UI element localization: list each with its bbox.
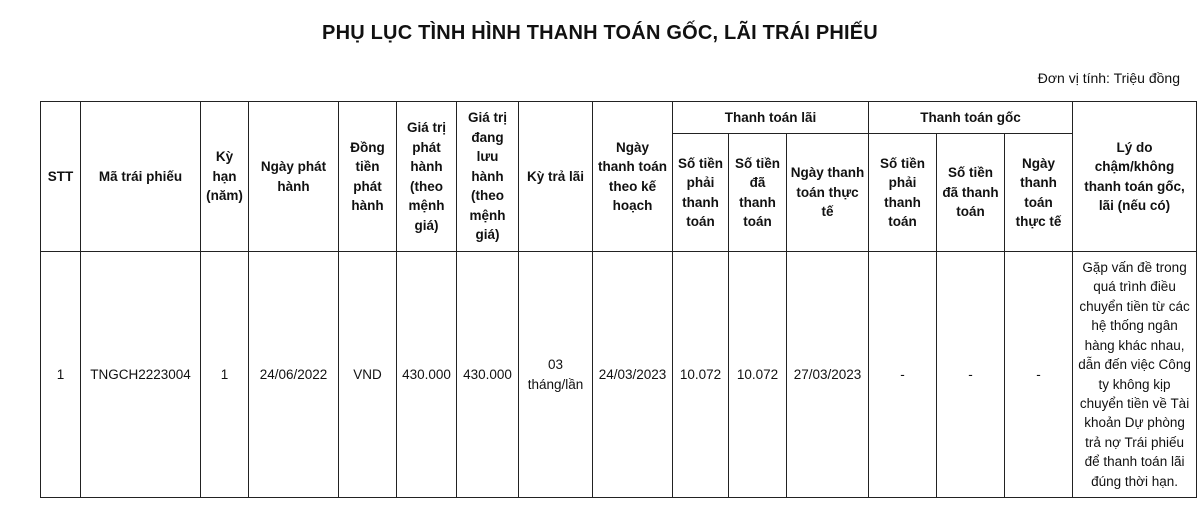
cell-interest-paid: 10.072 [729, 252, 787, 498]
header-interest-group: Thanh toán lãi [673, 102, 869, 134]
page-title: PHỤ LỤC TÌNH HÌNH THANH TOÁN GỐC, LÃI TRÁI PHIẾU [322, 22, 878, 44]
cell-interest-actual-date: 27/03/2023 [787, 252, 869, 498]
header-reason: Lý do chậm/không thanh toán gốc, lãi (nếu có) [1073, 102, 1197, 252]
cell-planned-date: 24/03/2023 [593, 252, 673, 498]
cell-term: 1 [201, 252, 249, 498]
header-interest-actual-date: Ngày thanh toán thực tế [787, 134, 869, 252]
header-interest-amount-due: Số tiền phải thanh toán [673, 134, 729, 252]
bond-payment-table [40, 101, 1197, 498]
cell-principal-paid: - [937, 252, 1005, 498]
header-interest-period: Kỳ trả lãi [519, 102, 593, 252]
table-row [41, 252, 1197, 498]
cell-principal-actual-date: - [1005, 252, 1073, 498]
header-term: Kỳ hạn (năm) [201, 102, 249, 252]
cell-issue-value: 430.000 [397, 252, 457, 498]
header-stt: STT [41, 102, 81, 252]
cell-issue-date: 24/06/2022 [249, 252, 339, 498]
cell-reason: Gặp vấn đề trong quá trình điều chuyển tiền từ các hệ thống ngân hàng khác nhau, dẫn đến việc Công ty không kịp chuyển tiền về Tài khoản Dự phòng trả nợ Trái phiếu để thanh toán lãi đúng thời hạn. [1073, 252, 1197, 498]
cell-stt: 1 [41, 252, 81, 498]
unit-label: Đơn vị tính: Triệu đồng [1037, 70, 1180, 86]
cell-bond-code: TNGCH2223004 [81, 252, 201, 498]
header-currency: Đồng tiền phát hành [339, 102, 397, 252]
header-principal-amount-paid: Số tiền đã thanh toán [937, 134, 1005, 252]
header-planned-date: Ngày thanh toán theo kế hoạch [593, 102, 673, 252]
header-principal-actual-date: Ngày thanh toán thực tế [1005, 134, 1073, 252]
header-issue-date: Ngày phát hành [249, 102, 339, 252]
header-interest-amount-paid: Số tiền đã thanh toán [729, 134, 787, 252]
cell-currency: VND [339, 252, 397, 498]
header-principal-amount-due: Số tiền phải thanh toán [869, 134, 937, 252]
header-bond-code: Mã trái phiếu [81, 102, 201, 252]
cell-outstanding-value: 430.000 [457, 252, 519, 498]
cell-interest-period: 03 tháng/lần [519, 252, 593, 498]
header-outstanding-value: Giá trị đang lưu hành (theo mệnh giá) [457, 102, 519, 252]
cell-principal-due: - [869, 252, 937, 498]
cell-interest-due: 10.072 [673, 252, 729, 498]
header-principal-group: Thanh toán gốc [869, 102, 1073, 134]
header-issue-value: Giá trị phát hành (theo mệnh giá) [397, 102, 457, 252]
